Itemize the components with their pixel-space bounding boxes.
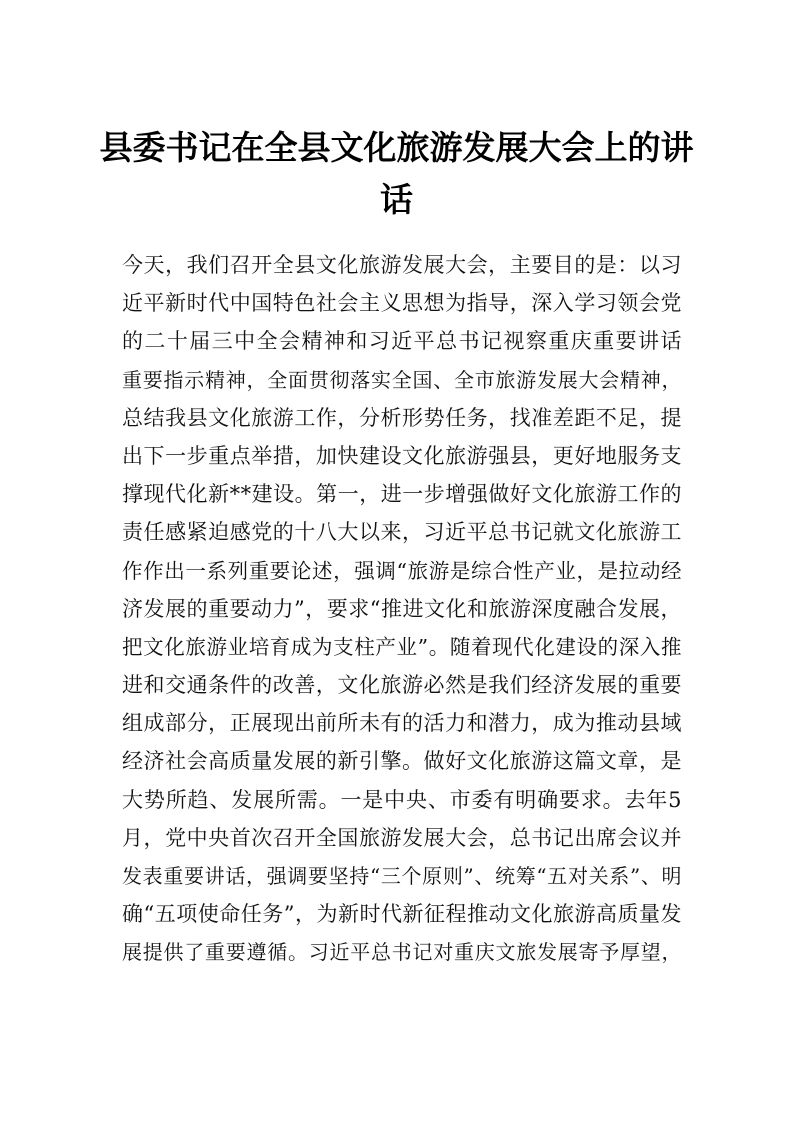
body-line-6: 出下一步重点举措，加快建设文化旅游强县，更好地服务支 <box>122 443 682 468</box>
body-line-5: 总结我县文化旅游工作，分析形势任务，找准差距不足，提 <box>122 405 682 430</box>
title-line-2: 话 <box>380 180 413 219</box>
body-line-12: 进和交通条件的改善，文化旅游必然是我们经济发展的重要 <box>122 673 682 698</box>
body-line-8: 责任感紧迫感党的十八大以来，习近平总书记就文化旅游工 <box>122 520 682 545</box>
body-line-9: 作作出一系列重要论述，强调“旅游是综合性产业，是拉动经 <box>122 558 682 583</box>
body-line-3: 的二十届三中全会精神和习近平总书记视察重庆重要讲话 <box>122 329 682 354</box>
body-line-16: 月，党中央首次召开全国旅游发展大会，总书记出席会议并 <box>122 825 682 850</box>
body-line-11: 把文化旅游业培育成为支柱产业”。随着现代化建设的深入推 <box>122 634 682 659</box>
body-line-7: 撑现代化新**建设。第一，进一步增强做好文化旅游工作的 <box>122 482 682 507</box>
body-line-17: 发表重要讲话，强调要坚持“三个原则”、统筹“五对关系”、明 <box>122 864 682 888</box>
body-line-19: 展提供了重要遵循。习近平总书记对重庆文旅发展寄予厚望， <box>122 940 682 965</box>
document-title <box>90 122 703 226</box>
body-line-14: 经济社会高质量发展的新引擎。做好文化旅游这篇文章，是 <box>122 749 682 774</box>
body-line-4: 重要指示精神，全面贯彻落实全国、全市旅游发展大会精神， <box>122 367 682 392</box>
body-line-13: 组成部分，正展现出前所未有的活力和潜力，成为推动县域 <box>122 711 682 736</box>
title-line-1: 县委书记在全县文化旅游发展大会上的讲 <box>99 128 694 167</box>
body-line-15: 大势所趋、发展所需。一是中央、市委有明确要求。去年5 <box>122 787 682 812</box>
body-line-1: 今天，我们召开全县文化旅游发展大会，主要目的是：以习 <box>122 253 682 277</box>
body-line-10: 济发展的重要动力”，要求“推进文化和旅游深度融合发展， <box>122 596 682 621</box>
body-line-18: 确“五项使命任务”，为新时代新征程推动文化旅游高质量发 <box>122 902 682 927</box>
body-line-2: 近平新时代中国特色社会主义思想为指导，深入学习领会党 <box>122 291 682 316</box>
body-text <box>122 246 682 972</box>
